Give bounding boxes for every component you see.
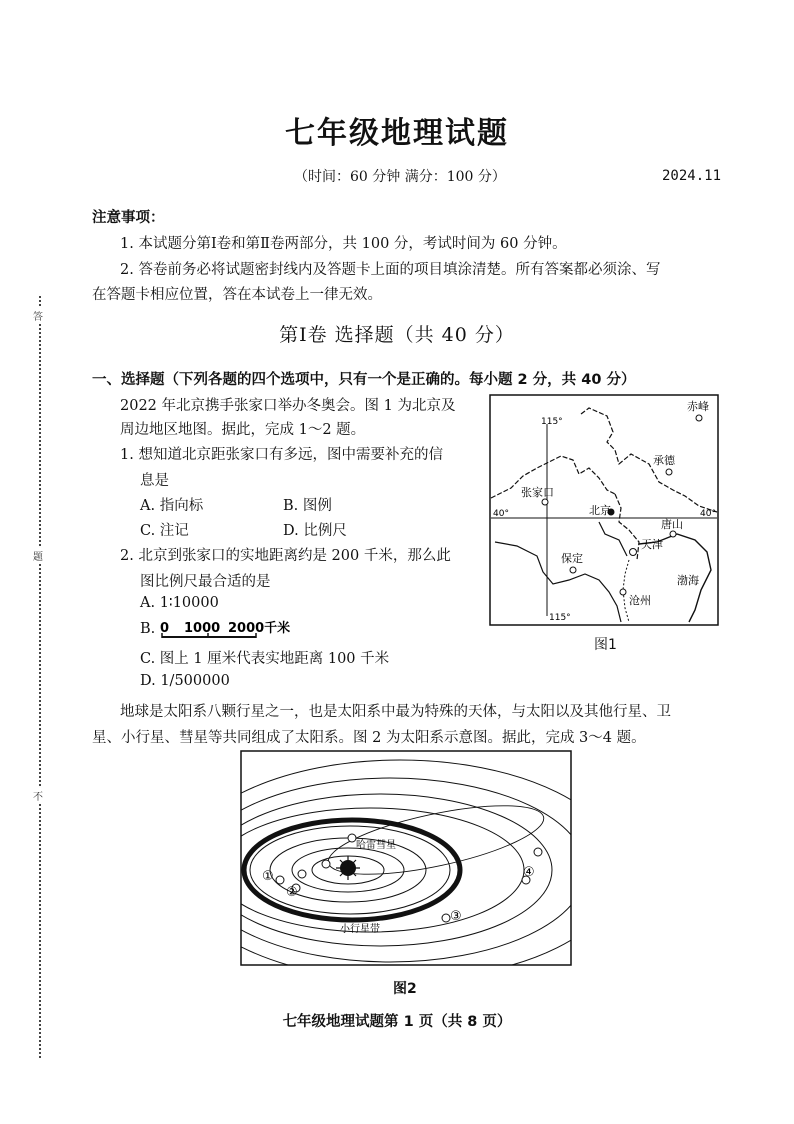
question-1-stem: 1. 想知道北京距张家口有多远，图中需要补充的信 — [120, 447, 443, 463]
label-comet: 哈雷彗星 — [356, 840, 396, 851]
intro-line: 周边地区地图。据此，完成 1～2 题。 — [120, 422, 366, 438]
city-tangshan — [670, 531, 676, 537]
comet — [348, 834, 356, 842]
intro-line: 2022 年北京携手张家口举办冬奥会。图 1 为北京及 — [120, 398, 456, 414]
label-zhangjiakou: 张家口 — [521, 486, 554, 499]
label-longitude-bottom: 115° — [549, 613, 571, 623]
intro-line: 地球是太阳系八颗行星之一，也是太阳系中最为特殊的天体，与太阳以及其他行星、卫 — [120, 704, 671, 720]
scale-label-2000: 2000千米 — [228, 621, 291, 636]
figure-2-caption: 图2 — [393, 981, 417, 997]
city-baoding — [570, 567, 576, 573]
label-cangzhou: 沧州 — [629, 594, 651, 607]
label-longitude-top: 115° — [541, 417, 563, 427]
option-b: B. — [140, 621, 156, 637]
option-a: A. 指向标 — [140, 498, 204, 514]
planet — [534, 848, 542, 856]
question-2-stem: 图比例尺最合适的是 — [140, 574, 271, 590]
page-footer: 七年级地理试题第 1 页（共 8 页） — [282, 1014, 512, 1030]
figure-1-map — [489, 394, 719, 626]
city-tianjin — [630, 549, 637, 556]
label-bohai: 渤海 — [677, 574, 699, 587]
marker-2: ② — [286, 885, 298, 900]
city-chifeng — [696, 415, 702, 421]
city-cangzhou — [620, 589, 626, 595]
planet — [322, 860, 330, 868]
section-title: 第Ⅰ卷 选择题（共 40 分） — [279, 324, 515, 346]
city-zhangjiakou — [542, 499, 548, 505]
exam-date: 2024.11 — [662, 168, 722, 184]
binding-line — [39, 296, 41, 1058]
city-chengde — [666, 469, 672, 475]
scale-label-0: 0 — [160, 621, 170, 636]
option-b: B. 图例 — [283, 498, 332, 514]
planet — [298, 870, 306, 878]
scale-label-1000: 1000 — [184, 621, 221, 636]
question-2-stem: 2. 北京到张家口的实地距离约是 200 千米，那么此 — [120, 548, 451, 564]
marker-4: ④ — [523, 865, 535, 880]
binding-char: 不 — [33, 788, 43, 803]
figure-2-solar-system — [240, 750, 572, 966]
label-chifeng: 赤峰 — [687, 400, 709, 413]
planet — [442, 914, 450, 922]
planet — [276, 876, 284, 884]
option-c: C. 注记 — [140, 523, 189, 539]
marker-3: ③ — [450, 909, 462, 924]
notice-item: 1. 本试题分第Ⅰ卷和第Ⅱ卷两部分，共 100 分，考试时间为 60 分钟。 — [120, 236, 567, 252]
notice-heading: 注意事项： — [92, 210, 165, 226]
option-a: A. 1∶10000 — [140, 595, 219, 611]
notice-item: 在答题卡相应位置，答在本试卷上一律无效。 — [92, 287, 382, 303]
label-tangshan: 唐山 — [661, 518, 683, 531]
exam-time-info: （时间：60 分钟 满分：100 分） — [294, 169, 506, 185]
notice-item: 2. 答卷前务必将试题密封线内及答题卡上面的项目填涂清楚。所有答案都必须涂、写 — [120, 262, 661, 278]
binding-char: 题 — [33, 548, 43, 563]
label-tianjin: 天津 — [641, 538, 663, 551]
label-beijing: 北京 — [589, 504, 611, 517]
page-title: 七年级地理试题 — [285, 116, 509, 151]
label-latitude-right: 40° — [700, 509, 716, 519]
option-d: D. 1/500000 — [140, 673, 230, 689]
part-heading: 一、选择题（下列各题的四个选项中，只有一个是正确的。每小题 2 分，共 40 分） — [92, 372, 636, 388]
binding-char: 答 — [33, 308, 43, 323]
label-asteroid-belt: 小行星带 — [340, 924, 380, 935]
option-d: D. 比例尺 — [283, 523, 347, 539]
label-baoding: 保定 — [561, 552, 583, 565]
intro-line: 星、小行星、彗星等共同组成了太阳系。图 2 为太阳系示意图。据此，完成 3～4 题。 — [92, 730, 646, 746]
label-latitude-left: 40° — [493, 509, 509, 519]
label-chengde: 承德 — [653, 454, 675, 467]
marker-1: ① — [262, 869, 274, 884]
option-c: C. 图上 1 厘米代表实地距离 100 千米 — [140, 651, 390, 667]
line-scale-option — [158, 617, 298, 641]
figure-1-caption: 图1 — [594, 637, 617, 653]
question-1-stem: 息是 — [140, 473, 169, 489]
